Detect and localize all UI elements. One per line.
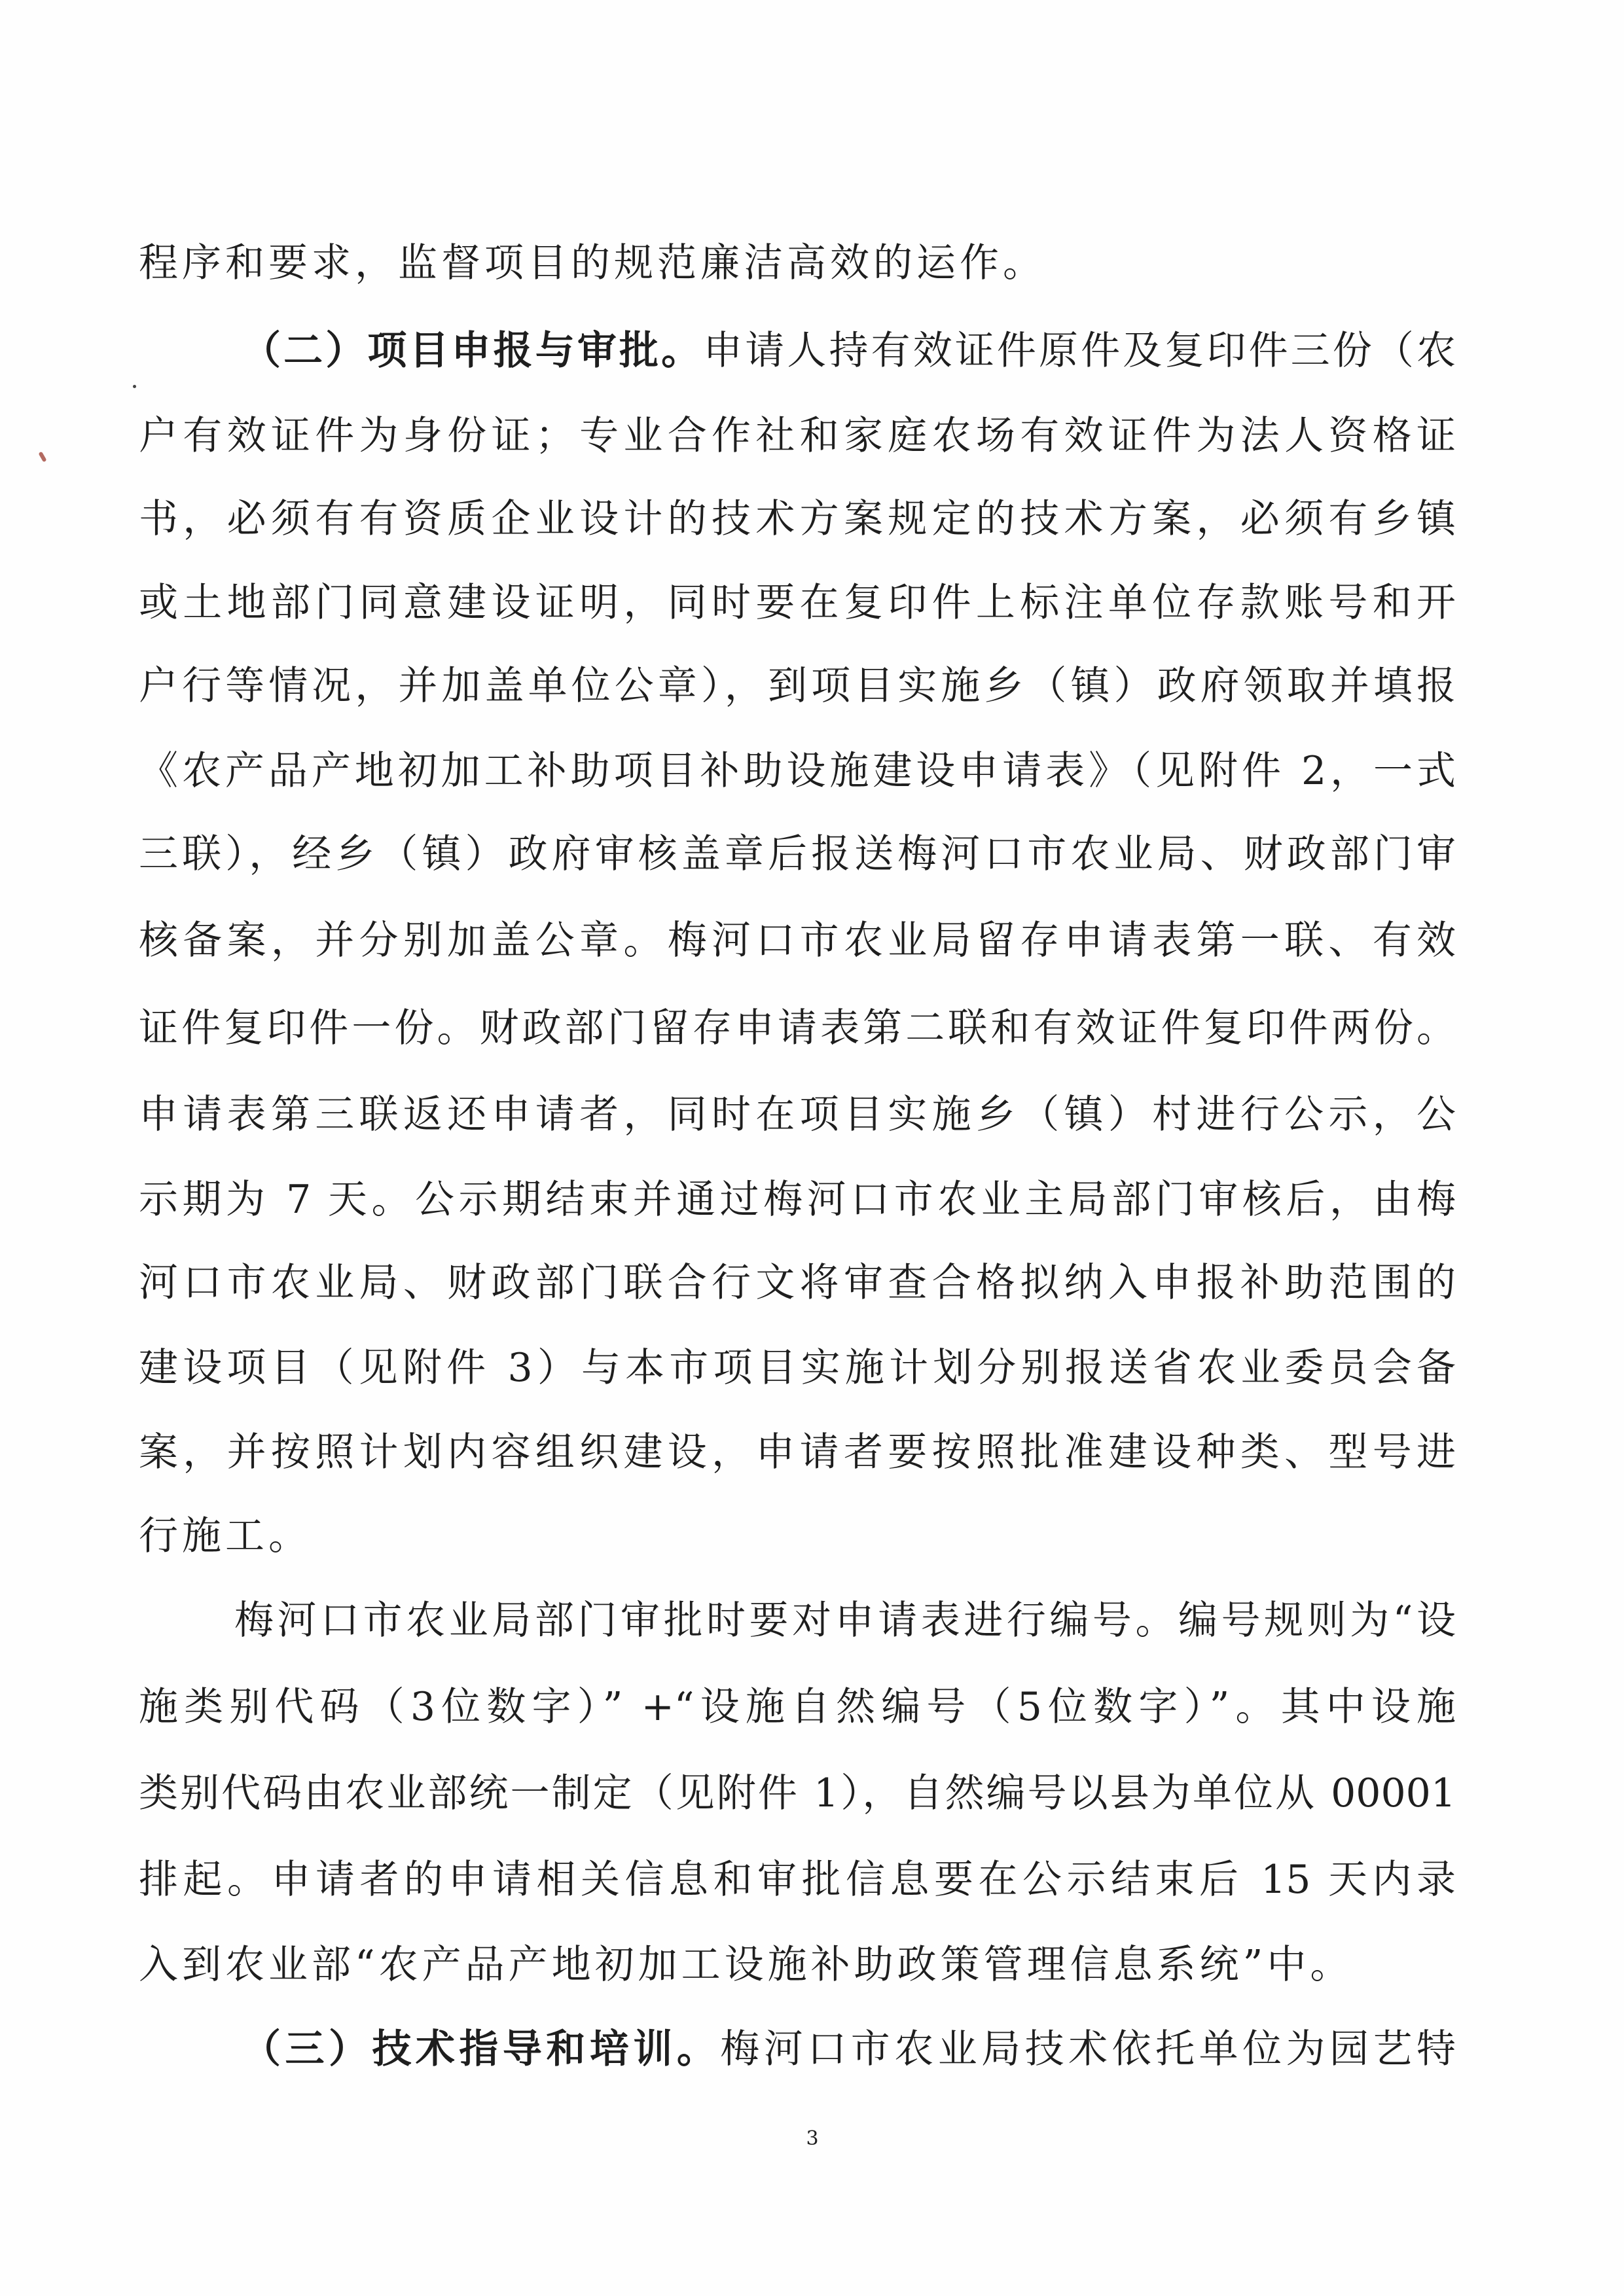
line-text: 示期为 7 天。公示期结束并通过梅河口市农业主局部门审核后，由梅 xyxy=(139,1177,1456,1223)
line-text: 程序和要求，监督项目的规范廉洁高效的运作。 xyxy=(139,240,1046,286)
line-text: 建设项目（见附件 3）与本市项目实施计划分别报送省农业委员会备 xyxy=(139,1345,1456,1391)
text-line xyxy=(139,1257,1456,1309)
text-line xyxy=(139,577,1456,629)
line-text: 户行等情况，并加盖单位公章），到项目实施乡（镇）政府领取并填报 xyxy=(139,663,1456,709)
line-text: 户有效证件为身份证；专业合作社和家庭农场有效证件为法人资格证 xyxy=(139,413,1456,459)
text-line xyxy=(139,410,1456,462)
line-text: 申请人持有效证件原件及复印件三份（农 xyxy=(703,328,1456,374)
line-text: 类别代码由农业部统一制定（见附件 1），自然编号以县为单位从 00001 xyxy=(139,1770,1456,1816)
line-text: 梅河口市农业局技术依托单位为园艺特 xyxy=(720,2026,1456,2072)
line-text: 或土地部门同意建设证明，同时要在复印件上标注单位存款账号和开 xyxy=(139,580,1456,626)
line-text: 核备案，并分别加盖公章。梅河口市农业局留存申请表第一联、有效 xyxy=(139,918,1456,963)
text-line xyxy=(139,745,1456,797)
text-line xyxy=(139,1939,1456,1991)
line-text: 三联），经乡（镇）政府审核盖章后报送梅河口市农业局、财政部门审 xyxy=(139,831,1456,877)
text-line xyxy=(139,1854,1456,1906)
line-text: 《农产品产地初加工补助项目补助设施建设申请表》（见附件 2，一式 xyxy=(139,748,1456,794)
text-line xyxy=(139,1426,1456,1479)
line-text: 河口市农业局、财政部门联合行文将审查合格拟纳入申报补助范围的 xyxy=(139,1260,1456,1306)
text-line xyxy=(139,1767,1456,1820)
line-text: 施类别代码（3位数字）” +“设施自然编号（5位数字）”。其中设施 xyxy=(139,1684,1456,1730)
text-line xyxy=(234,1594,1456,1647)
text-line xyxy=(139,237,1456,289)
line-text: 证件复印件一份。财政部门留存申请表第二联和有效证件复印件两份。 xyxy=(139,1005,1456,1051)
section-heading: （二）项目申报与审批。 xyxy=(242,328,704,374)
text-line xyxy=(242,2023,1456,2075)
text-line xyxy=(139,914,1456,967)
text-line xyxy=(139,1681,1456,1733)
line-text: 书，必须有有资质企业设计的技术方案规定的技术方案，必须有乡镇 xyxy=(139,496,1456,542)
line-text: 行施工。 xyxy=(139,1513,312,1559)
text-line xyxy=(139,828,1456,880)
text-line xyxy=(242,325,1456,377)
text-line xyxy=(139,1342,1456,1394)
page-number: 3 xyxy=(806,2127,819,2150)
text-line xyxy=(139,1088,1456,1141)
line-text: 案，并按照计划内容组织建设，申请者要按照批准建设种类、型号进 xyxy=(139,1429,1456,1475)
line-text: 入到农业部“农产品产地初加工设施补助政策管理信息系统”中。 xyxy=(139,1942,1354,1988)
text-line xyxy=(139,660,1456,712)
section-heading: （三）技术指导和培训。 xyxy=(242,2026,721,2072)
line-text: 排起。申请者的申请相关信息和审批信息要在公示结束后 15 天内录 xyxy=(139,1857,1456,1903)
text-line xyxy=(139,1510,1456,1562)
line-text: 梅河口市农业局部门审批时要对申请表进行编号。编号规则为“设 xyxy=(234,1598,1456,1643)
scan-mark xyxy=(38,452,46,463)
text-line xyxy=(139,493,1456,545)
text-line xyxy=(139,1002,1456,1054)
text-line xyxy=(139,1174,1456,1226)
scan-dot xyxy=(133,385,136,388)
line-text: 申请表第三联返还申请者，同时在项目实施乡（镇）村进行公示，公 xyxy=(139,1092,1456,1138)
